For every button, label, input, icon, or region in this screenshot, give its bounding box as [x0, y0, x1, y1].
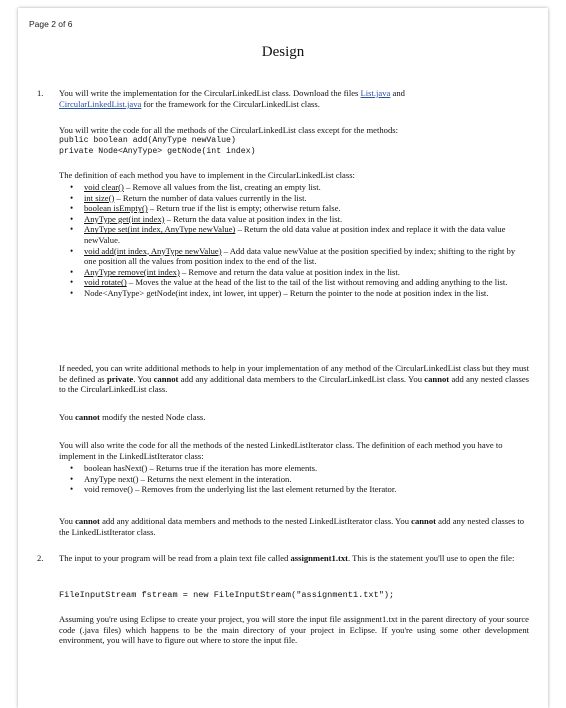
- p7-text-a: You: [59, 516, 76, 526]
- input-file-paragraph: [59, 553, 529, 564]
- method-signature: boolean isEmpty(): [84, 203, 148, 214]
- p5-text-a: You: [59, 412, 76, 422]
- p7-text-b: add any additional data members and methods to the nested LinkedListIterator class. You: [99, 516, 412, 526]
- file-open-code: FileInputStream fstream = new FileInputStream("assignment1.txt");: [59, 590, 395, 600]
- p4-text-d: add any nested classes to the CircularLinkedList class.: [59, 373, 529, 395]
- p4-text-b: . You: [133, 373, 154, 384]
- private-keyword: private: [106, 373, 134, 384]
- iterator-method-item: • boolean hasNext() – Returns true if the iteration has more elements.: [64, 463, 528, 474]
- cannot-emphasis: cannot: [75, 516, 100, 526]
- item-2-number: 2.: [37, 553, 44, 563]
- p2-text-b: . This is the statement you'll use to open the file:: [348, 553, 515, 563]
- cannot-emphasis: cannot: [75, 412, 100, 422]
- method-description: – Return true if the list is empty; otherwise return false.: [147, 203, 341, 214]
- method-item: [64, 267, 528, 278]
- circularlinkedlist-java-link[interactable]: CircularLinkedList.java: [59, 98, 142, 109]
- p4-text-a: If needed, you can write additional methods to help in your implementation of any method of the CircularLinkedList class but they must be defined as: [59, 363, 529, 384]
- method-description: – Return the old data value at position index and replace it with the data value newValue.: [84, 224, 506, 245]
- method-signature: void clear(): [84, 182, 124, 192]
- method-description: – Add data value newValue at the position specified by index; shifting to the right by one position all the values from position index to the end of the list.: [84, 245, 516, 267]
- document-page: [18, 8, 548, 708]
- page-number: Page 2 of 6: [29, 19, 73, 29]
- intro-text-c: for the framework for the CircularLinkedList class.: [141, 98, 320, 109]
- page-title: Design: [261, 44, 305, 60]
- method-signature: AnyType get(int index): [84, 213, 165, 224]
- code-line-add: public boolean add(AnyType newValue): [59, 136, 236, 145]
- iterator-restrictions-paragraph: [59, 516, 529, 537]
- method-item: [64, 203, 528, 214]
- method-description: – Remove and return the data value at position index in the list.: [179, 266, 400, 277]
- input-filename: assignment1.txt: [290, 553, 349, 563]
- iterator-paragraph: You will also write the code for all the methods of the nested LinkedListIterator class. The definition of each method you have to implement in the LinkedListIterator class:: [59, 440, 503, 461]
- p5-text-b: modify the nested Node class.: [99, 412, 206, 422]
- cannot-emphasis: cannot: [424, 373, 450, 384]
- eclipse-paragraph: Assuming you're using Eclipse to create your project, you will store the input file assignment1.txt in the parent directory of your source code (.java files) which happens to be the main directory of your project in Eclipse. If you're using some other development environment, you will have to figure out where to store the input file.: [59, 614, 529, 646]
- method-item: [64, 288, 528, 299]
- method-item: [64, 214, 528, 225]
- method-item: [64, 277, 528, 288]
- p2-text-a: The input to your program will be read from a plain text file called: [59, 553, 291, 563]
- method-description: Node<AnyType> getNode(int index, int lower, int upper) – Return the pointer to the node at position index in the list.: [84, 287, 489, 298]
- p7-text-c: add any nested classes to the LinkedListIterator class.: [59, 516, 525, 537]
- code-line-getnode: private Node<AnyType> getNode(int index): [59, 147, 256, 156]
- method-signature: AnyType remove(int index): [84, 266, 180, 277]
- intro-text-a: You will write the implementation for the CircularLinkedList class. Download the files: [59, 88, 361, 98]
- method-signature: AnyType set(int index, AnyType newValue): [84, 224, 236, 235]
- item-1-number: 1.: [37, 88, 44, 98]
- private-methods-paragraph: [59, 363, 529, 395]
- method-description: – Return the number of data values currently in the list.: [114, 192, 307, 203]
- node-class-paragraph: [59, 412, 529, 423]
- method-item: [64, 246, 528, 267]
- method-item: [64, 224, 528, 245]
- iterator-method-item: • AnyType next() – Returns the next element in the interation.: [64, 474, 528, 485]
- cannot-emphasis: cannot: [153, 373, 179, 384]
- method-signature: int size(): [84, 192, 115, 203]
- methods-exception-paragraph: You will write the code for all the methods of the CircularLinkedList class except for the methods:: [59, 125, 398, 135]
- method-signature: void rotate(): [84, 277, 127, 288]
- method-description: – Remove all values from the list, creating an empty list.: [123, 182, 321, 192]
- cannot-emphasis: cannot: [411, 516, 436, 526]
- list-java-link[interactable]: List.java: [360, 88, 391, 98]
- method-description: – Return the data value at position index in the list.: [164, 213, 343, 224]
- method-item: [64, 182, 528, 193]
- method-definitions-list: [64, 182, 528, 299]
- method-definitions-heading: The definition of each method you have to implement in the CircularLinkedList class:: [59, 170, 355, 180]
- method-item: [64, 193, 528, 204]
- method-description: – Moves the value at the head of the list to the tail of the list without removing and adding anything to the list.: [126, 277, 508, 288]
- method-signature: void add(int index, AnyType newValue): [84, 245, 222, 256]
- item-1-intro: [59, 88, 529, 109]
- intro-text-b: and: [390, 88, 405, 98]
- p4-text-c: add any additional data members to the CircularLinkedList class. You: [178, 373, 425, 384]
- iterator-method-item: • void remove() – Removes from the underlying list the last element returned by the Iterator.: [64, 484, 528, 495]
- iterator-methods-list: [64, 463, 528, 495]
